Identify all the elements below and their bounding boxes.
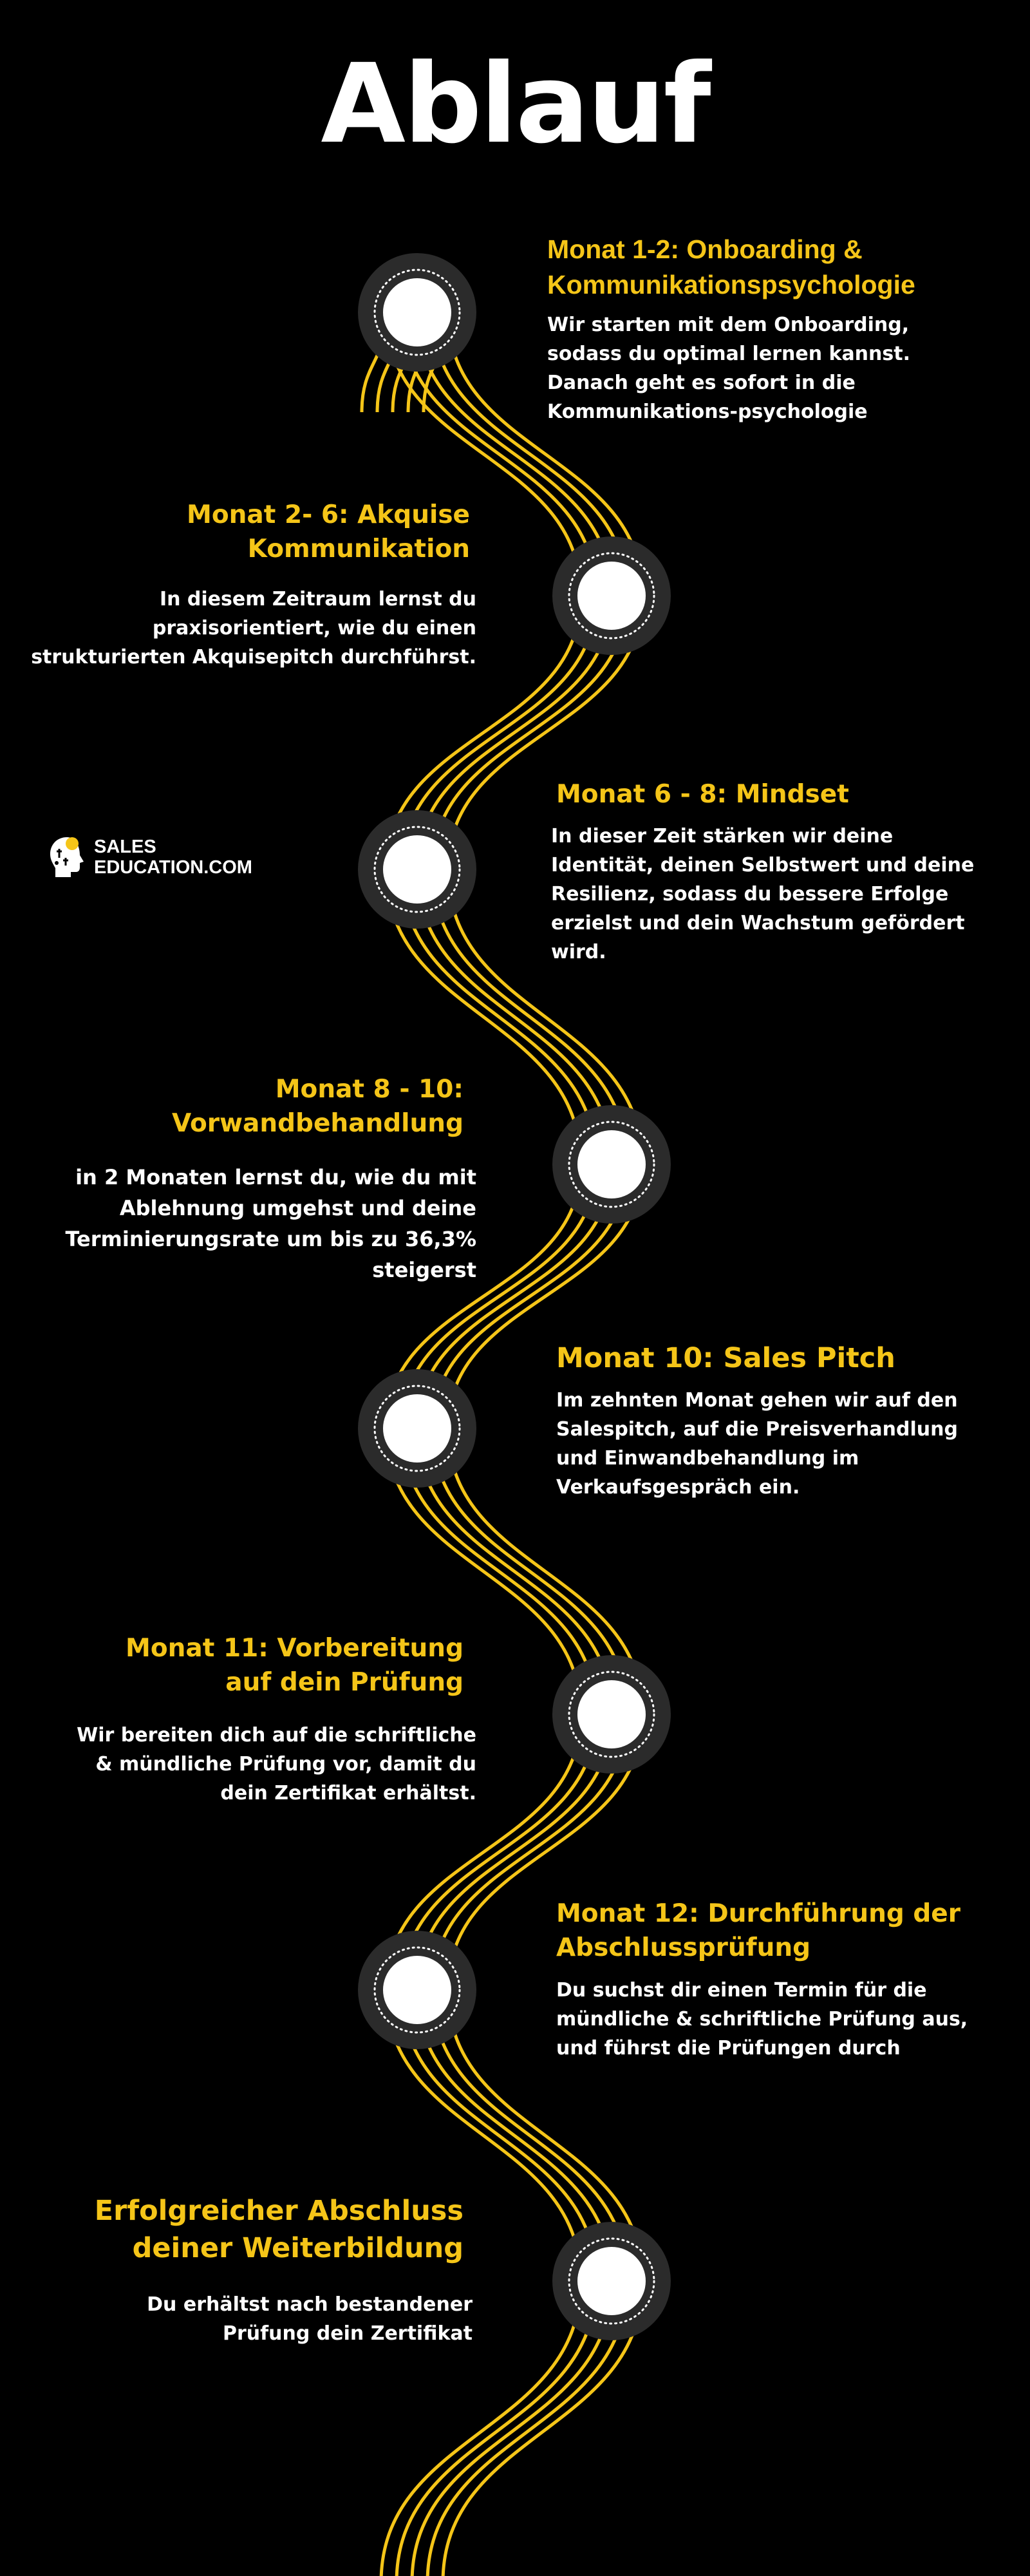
step-4-title: Monat 8 - 10: Vorwandbehandlung <box>171 1075 464 1138</box>
step-1-description: Wir starten mit dem Onboarding, sodass du optimal lernen kannst. Danach geht es sofort in die Kommunikations-psychologie <box>547 314 910 423</box>
step-7-description: Du suchst dir einen Termin für die mündliche & schriftliche Prüfung aus, und führst die Prüfungen durch <box>556 1979 968 2060</box>
step-4-description: in 2 Monaten lernst du, wie du mit Ablehnung umgehst und deine Terminierungsrate um bis zu 36,3% steigerst <box>65 1165 476 1282</box>
logo-text-line2: EDUCATION.COM <box>94 857 252 878</box>
step-6-title: Monat 11: Vorbereitung auf dein Prüfung <box>126 1634 464 1697</box>
step-2-title: Monat 2- 6: Akquise Kommunikation <box>187 500 470 564</box>
sales-education-logo <box>48 835 252 880</box>
logo-text-line1: SALES <box>94 836 156 857</box>
step-1-title: Monat 1-2: Onboarding & Kommunikationspsychologie <box>547 234 915 300</box>
step-6-description: Wir bereiten dich auf die schriftliche & mündliche Prüfung vor, damit du dein Zertifikat erhältst. <box>77 1724 476 1804</box>
step-3-description: In dieser Zeit stärken wir deine Identität, deinen Selbstwert und deine Resilienz, sodass du bessere Erfolge erzielst und dein Wachstum gefördert wird. <box>551 825 975 963</box>
step-5-title: Monat 10: Sales Pitch <box>556 1342 895 1374</box>
timeline-node-8 <box>552 2222 671 2340</box>
timeline-node-3 <box>358 810 476 929</box>
step-7-title: Monat 12: Durchführung der Abschlussprüfung <box>556 1899 960 1962</box>
step-2-description: In diesem Zeitraum lernst du praxisorientiert, wie du einen strukturierten Akquisepitch durchführst. <box>31 588 476 668</box>
timeline-node-4 <box>552 1105 671 1224</box>
logo-text <box>94 837 252 878</box>
timeline-node-5 <box>358 1369 476 1488</box>
timeline-node-7 <box>358 1931 476 2049</box>
step-5-description: Im zehnten Monat gehen wir auf den Salespitch, auf die Preisverhandlung und Einwandbehandlung im Verkaufsgespräch ein. <box>556 1389 958 1499</box>
brain-head-icon <box>48 835 86 880</box>
timeline-node-1 <box>358 253 476 372</box>
step-3-title: Monat 6 - 8: Mindset <box>556 780 849 809</box>
step-8-title: Erfolgreicher Abschluss deiner Weiterbildung <box>94 2195 464 2265</box>
step-8-description: Du erhältst nach bestandener Prüfung dein Zertifikat <box>147 2293 473 2345</box>
page-title: Ablauf <box>321 41 709 168</box>
timeline-node-6 <box>552 1655 671 1774</box>
timeline-node-2 <box>552 536 671 655</box>
